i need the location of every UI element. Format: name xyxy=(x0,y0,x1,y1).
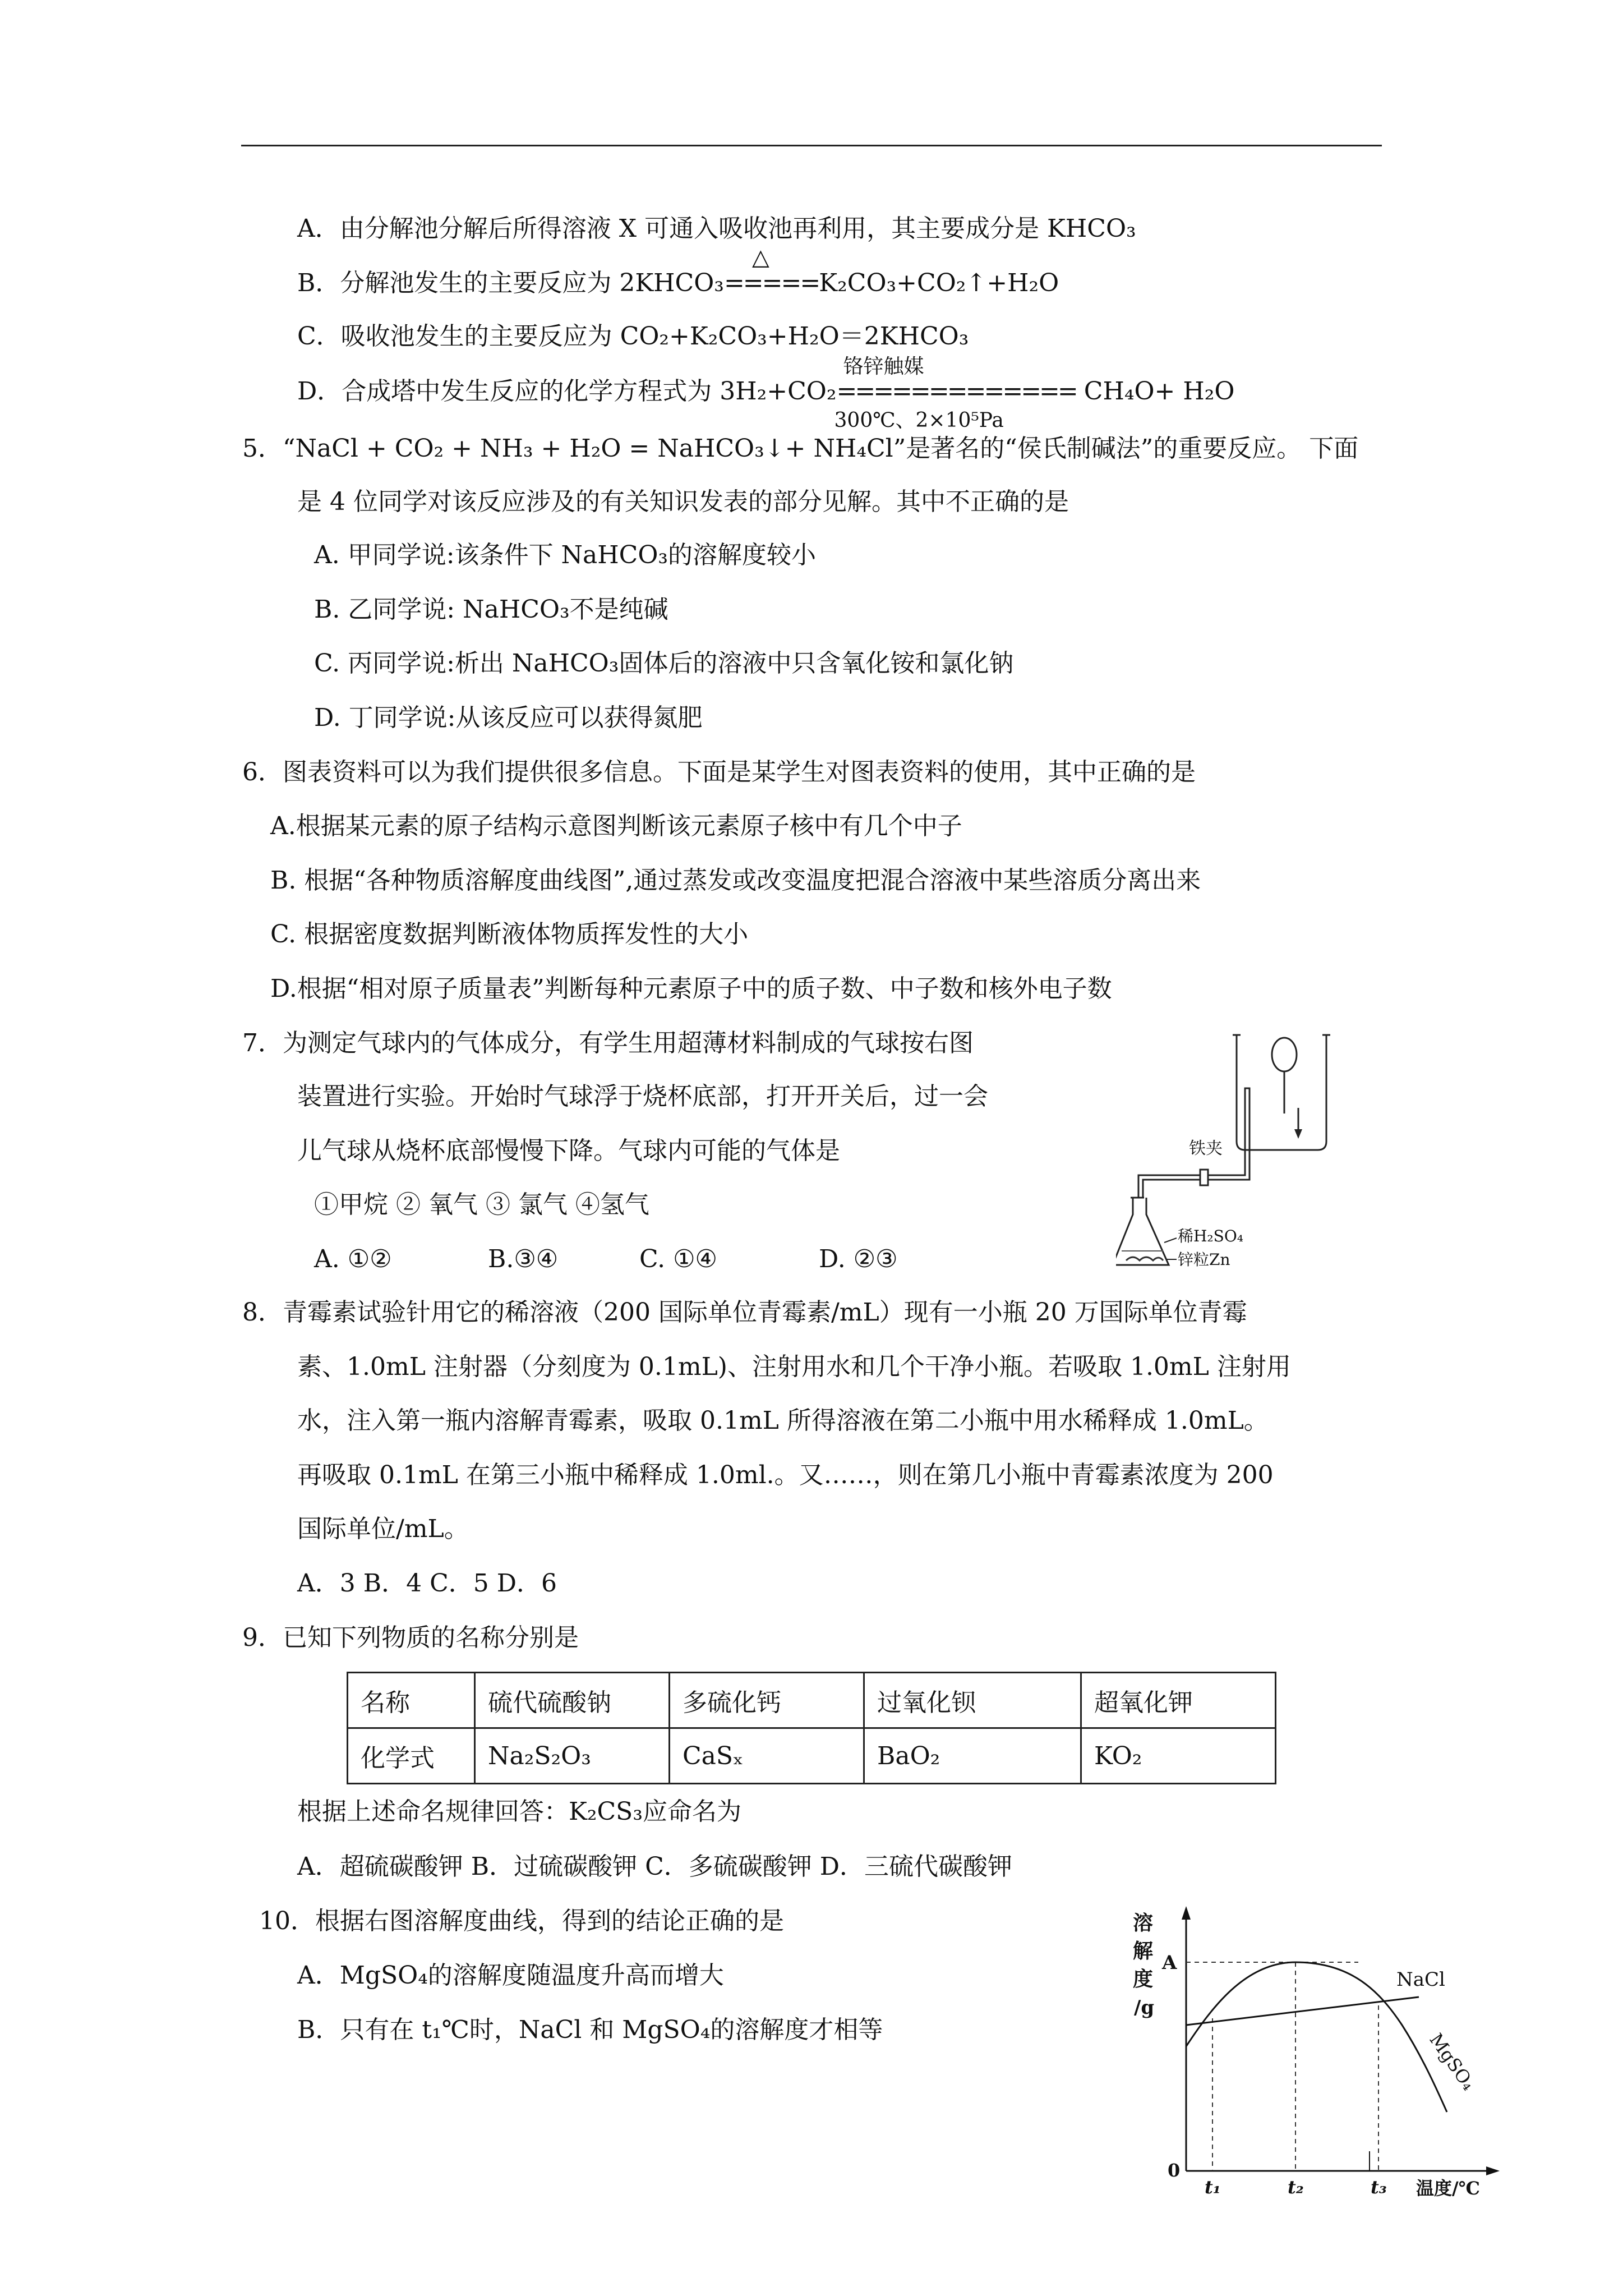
q7-option-d: D. ②③ xyxy=(819,1245,898,1273)
q7-option-c: C. ①④ xyxy=(639,1245,717,1273)
table-row xyxy=(348,1728,1276,1784)
q9-options: A．超硫碳酸钾 B．过硫碳酸钾 C．多硫碳酸钾 D．三硫代碳酸钾 xyxy=(297,1852,1013,1881)
q4-option-b-post: K₂CO₃+CO₂↑+H₂O xyxy=(819,269,1059,297)
q8-options: A．3 B．4 C．5 D．6 xyxy=(297,1569,557,1598)
q4-option-b-condition: △ xyxy=(751,245,769,270)
table-cell: 超氧化钾 xyxy=(1081,1673,1276,1728)
x-tick-t2: t₂ xyxy=(1288,2177,1304,2198)
table-cell: 化学式 xyxy=(348,1728,475,1784)
q6-option-b: B. 根据“各种物质溶解度曲线图”,通过蒸发或改变温度把混合溶液中某些溶质分离出来 xyxy=(270,866,1201,895)
q4-option-d-pre: D．合成塔中发生反应的化学方程式为 3H₂+CO₂ xyxy=(297,377,837,406)
clamp-label: 铁夹 xyxy=(1189,1139,1223,1158)
table-cell: Na₂S₂O₃ xyxy=(475,1728,670,1784)
table-cell: 过氧化钡 xyxy=(864,1673,1081,1728)
q5-option-a: A. 甲同学说:该条件下 NaHCO₃的溶解度较小 xyxy=(314,541,817,569)
table-cell: 硫代硫酸钠 xyxy=(475,1673,670,1728)
q5-option-b: B. 乙同学说: NaHCO₃不是纯碱 xyxy=(314,595,668,624)
q7-option-a: A. ①② xyxy=(314,1245,392,1273)
q10-stem: 10．根据右图溶解度曲线，得到的结论正确的是 xyxy=(259,1907,784,1935)
x-tick-t3: t₃ xyxy=(1371,2177,1387,2198)
q8-line3: 水，注入第一瓶内溶解青霉素，吸取 0.1mL 所得溶液在第二小瓶中用水稀释成 1.0mL。 xyxy=(297,1406,1269,1435)
table-cell: 多硫化钙 xyxy=(670,1673,864,1728)
q7-stem-line3: 儿气球从烧杯底部慢慢下降。气球内可能的气体是 xyxy=(297,1137,840,1165)
y-label-4: /g xyxy=(1134,1996,1155,2019)
q6-stem: 6．图表资料可以为我们提供很多信息。下面是某学生对图表资料的使用，其中正确的是 xyxy=(242,758,1196,786)
q7-choices: ①甲烷 ② 氧气 ③ 氯气 ④氢气 xyxy=(314,1190,649,1219)
inner-tube xyxy=(1245,1088,1249,1150)
y-mark-a: A xyxy=(1162,1952,1177,1974)
q7-stem-line2: 装置进行实验。开始时气球浮于烧杯底部，打开开关后，过一会 xyxy=(297,1082,988,1111)
q6-option-a: A.根据某元素的原子结构示意图判断该元素原子核中有几个中子 xyxy=(270,812,962,840)
q4-option-d-cond-top: 铬锌触媒 xyxy=(843,355,924,378)
zinc-label: 锌粒Zn xyxy=(1178,1250,1230,1269)
x-tick-t1: t₁ xyxy=(1205,2177,1221,2198)
zinc-granules xyxy=(1126,1257,1163,1260)
q4-option-d-arrow: ============= xyxy=(836,377,1076,406)
q5-option-c: C. 丙同学说:析出 NaHCO₃固体后的溶液中只含氧化铵和氯化钠 xyxy=(314,649,1014,678)
q6-option-d: D.根据“相对原子质量表”判断每种元素原子中的质子数、中子数和核外电子数 xyxy=(270,974,1112,1003)
q8-line5: 国际单位/mL。 xyxy=(297,1515,469,1543)
y-label-2: 解 xyxy=(1133,1939,1154,1963)
q4-option-b-arrow: ===== xyxy=(723,269,819,297)
q4-option-d-cond-bottom: 300℃、2×10⁵Pa xyxy=(834,409,1004,432)
q5-option-d: D. 丁同学说:从该反应可以获得氮肥 xyxy=(314,703,703,732)
table-cell: BaO₂ xyxy=(864,1728,1081,1784)
q8-line2: 素、1.0mL 注射器（分刻度为 0.1mL)、注射用水和几个干净小瓶。若吸取 1.0mL 注射用 xyxy=(297,1352,1291,1381)
q4-option-d-post: CH₄O+ H₂O xyxy=(1076,377,1235,406)
q10-option-b: B．只有在 t₁℃时，NaCl 和 MgSO₄的溶解度才相等 xyxy=(297,2016,883,2044)
balloon xyxy=(1272,1038,1297,1071)
table-row xyxy=(348,1673,1276,1728)
q4-option-c: C．吸收池发生的主要反应为 CO₂+K₂CO₃+H₂O＝2KHCO₃ xyxy=(297,322,969,351)
acid-label: 稀H₂SO₄ xyxy=(1178,1227,1244,1245)
q4-option-b xyxy=(297,245,1059,300)
q10-solubility-chart xyxy=(1116,1896,1503,2199)
table-cell: CaSₓ xyxy=(670,1728,864,1784)
q9-stem: 9．已知下列物质的名称分别是 xyxy=(242,1623,579,1652)
down-arrow-head xyxy=(1294,1129,1302,1139)
x-axis-arrow xyxy=(1486,2166,1500,2175)
q4-option-a: A．由分解池分解后所得溶液 X 可通入吸收池再利用，其主要成分是 KHCO₃ xyxy=(297,214,1136,243)
q10-option-a: A．MgSO₄的溶解度随温度升高而增大 xyxy=(297,1961,724,1990)
clamp xyxy=(1200,1170,1208,1185)
x-axis-label: 温度/℃ xyxy=(1416,2178,1481,2199)
q9-rule: 根据上述命名规律回答：K₂CS₃应命名为 xyxy=(297,1797,741,1826)
series-label-mgso4: MgSO₄ xyxy=(1425,2029,1480,2095)
origin-label: 0 xyxy=(1168,2160,1181,2181)
q5-stem-line2: 是 4 位同学对该反应涉及的有关知识发表的部分见解。其中不正确的是 xyxy=(297,487,1069,516)
q7-option-b: B.③④ xyxy=(488,1245,559,1273)
y-label-1: 溶 xyxy=(1133,1911,1154,1935)
q7-apparatus-figure xyxy=(1116,1029,1385,1271)
q8-line1: 8．青霉素试验针用它的稀溶液（200 国际单位青霉素/mL）现有一小瓶 20 万国际单位青霉 xyxy=(242,1298,1247,1327)
y-label-3: 度 xyxy=(1133,1967,1154,1991)
q7-stem-line1: 7．为测定气球内的气体成分，有学生用超薄材料制成的气球按右图 xyxy=(242,1029,974,1057)
q6-option-c: C. 根据密度数据判断液体物质挥发性的大小 xyxy=(270,920,749,949)
table-cell: 名称 xyxy=(348,1673,475,1728)
y-axis-arrow xyxy=(1182,1906,1191,1920)
header-rule xyxy=(241,145,1382,146)
acid-leader xyxy=(1164,1238,1177,1243)
q8-line4: 再吸取 0.1mL 在第三小瓶中稀释成 1.0ml.。又……，则在第几小瓶中青霉素浓度为 200 xyxy=(297,1461,1274,1489)
q9-table xyxy=(347,1672,1276,1784)
table-cell: KO₂ xyxy=(1081,1728,1276,1784)
series-label-nacl: NaCl xyxy=(1396,1968,1445,1991)
q4-option-d xyxy=(297,355,1235,432)
q5-stem-line1: 5．“NaCl + CO₂ + NH₃ + H₂O = NaHCO₃↓+ NH₄Cl”是著名的“侯氏制碱法”的重要反应。 下面 xyxy=(242,434,1359,463)
conical-flask xyxy=(1116,1198,1169,1265)
q4-option-b-pre: B．分解池发生的主要反应为 2KHCO₃ xyxy=(297,269,724,297)
